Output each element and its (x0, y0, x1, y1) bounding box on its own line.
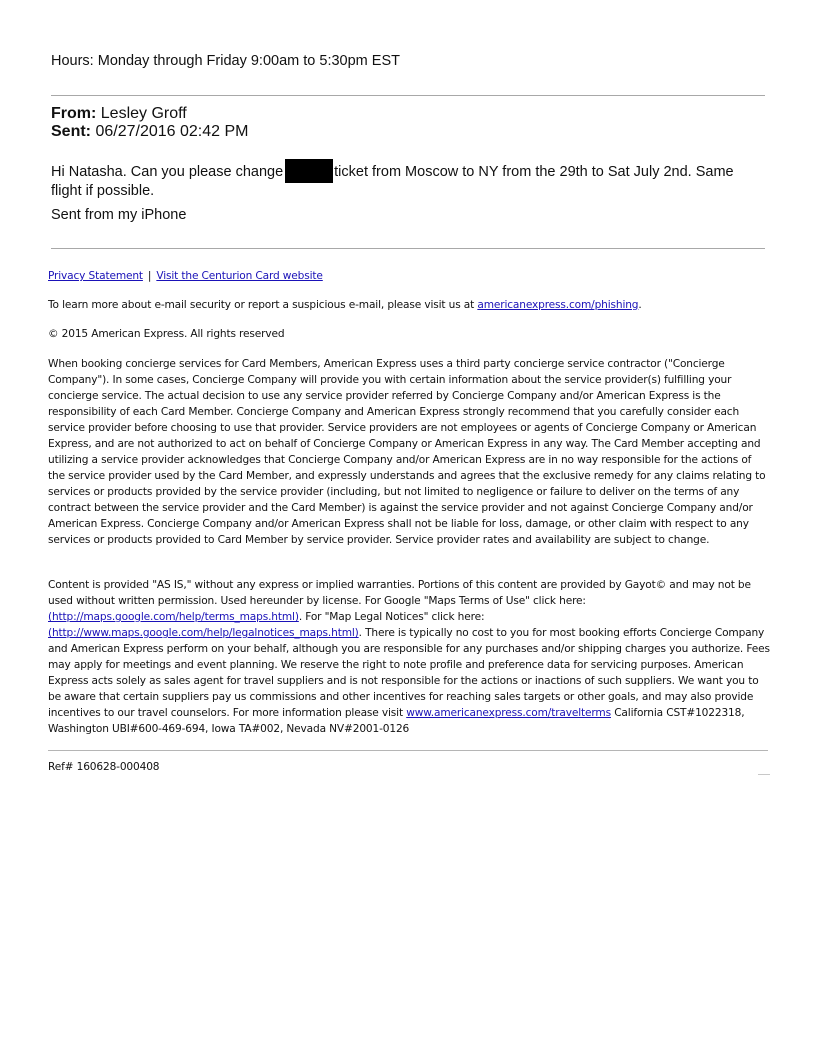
content-text-2: . For "Map Legal Notices" click here: (298, 611, 485, 623)
centurion-card-link[interactable]: Visit the Centurion Card website (156, 270, 323, 282)
from-value: Lesley Groff (100, 105, 187, 122)
maps-terms-link[interactable]: (http://maps.google.com/help/terms_maps.html) (48, 611, 299, 623)
trailing-rule (758, 774, 770, 775)
business-hours: Hours: Monday through Friday 9:00am to 5:30pm EST (51, 53, 400, 69)
redaction-block (285, 159, 333, 183)
message-part1: Hi Natasha. Can you please change (51, 164, 284, 180)
footer-links (48, 268, 770, 284)
security-notice (48, 297, 770, 313)
header-divider (51, 95, 765, 96)
from-label: From: (51, 105, 97, 122)
message-part2: ticket from Moscow to NY from the 29th to Sat July 2nd. Same flight if possible. (51, 164, 734, 199)
message-divider (51, 248, 765, 249)
message-body (51, 159, 763, 200)
content-text-3: . There is typically no cost to you for most booking efforts Concierge Company and American Express perform on your behalf, although you are responsible for any purchases and/or shipping charges you authorize. Fees may apply for meetings and event planning. We reserve the right to note profile and preference data for servicing purposes. American Express acts solely as sales agent for travel suppliers and is not responsible for the actions or inactions of such suppliers. We want you to be aware that certain suppliers pay us commissions and other incentives for reaching sales targets or other goals, and may also provide incentives to our travel counselors. For more information please visit (48, 627, 770, 719)
security-notice-text: To learn more about e-mail security or report a suspicious e-mail, please visit us at (48, 299, 475, 311)
link-separator: | (147, 270, 152, 282)
privacy-statement-link[interactable]: Privacy Statement (48, 270, 143, 282)
reference-number: Ref# 160628-000408 (48, 761, 160, 773)
sent-label: Sent: (51, 123, 91, 140)
sent-value: 06/27/2016 02:42 PM (95, 123, 249, 140)
copyright: © 2015 American Express. All rights reserved (48, 328, 285, 340)
footer-divider (48, 750, 768, 751)
content-text-1: Content is provided "AS IS," without any express or implied warranties. Portions of this content are provided by Gayot© and may not be used without written permission. Used hereunder by license. For Google "Maps Terms of Use" click here: (48, 579, 751, 607)
sent-line (51, 123, 248, 141)
travelterms-link[interactable]: www.americanexpress.com/travelterms (406, 707, 611, 719)
phishing-link[interactable]: americanexpress.com/phishing (477, 299, 639, 311)
from-line (51, 105, 187, 123)
concierge-disclaimer: When booking concierge services for Card Members, American Express uses a third party concierge service contractor ("Concierge Company"). In some cases, Concierge Company will provide you with certain information about the service provider(s) fulfilling your concierge service. The actual decision to use any service provider referred by Concierge Company and/or American Express is the responsibility of each Card Member. Concierge Company and American Express strongly recommend that you carefully consider each service provider before choosing to use that provider. Service providers are not employees or agents of Concierge Company or American Express, and are not authorized to act on behalf of Concierge Company or American Express in any way. The Card Member accepting and utilizing a service provider acknowledges that Concierge Company and/or American Express are in no way responsible for the actions of the service provider used by the Card Member, and expressly understands and agrees that the exclusive remedy for any claims relating to services or products provided by the service provider (including, but not limited to negligence or failure to deliver on the terms of any contract between the service provider and the Card Member) is against the service provider and not against Concierge Company and/or American Express. Concierge Company and/or American Express shall not be liable for loss, damage, or other claim with respect to any services or products provided to Card Member by service provider. Service provider rates and availability are subject to change. (48, 358, 766, 546)
content-text-4: California CST#1022318, Washington UBI#600-469-694, Iowa TA#002, Nevada NV#2001-0126 (48, 707, 745, 735)
content-disclaimer (48, 577, 770, 737)
signature: Sent from my iPhone (51, 207, 187, 223)
security-notice-period: . (638, 299, 642, 311)
legal-notices-link[interactable]: (http://www.maps.google.com/help/legalnotices_maps.html) (48, 627, 359, 639)
